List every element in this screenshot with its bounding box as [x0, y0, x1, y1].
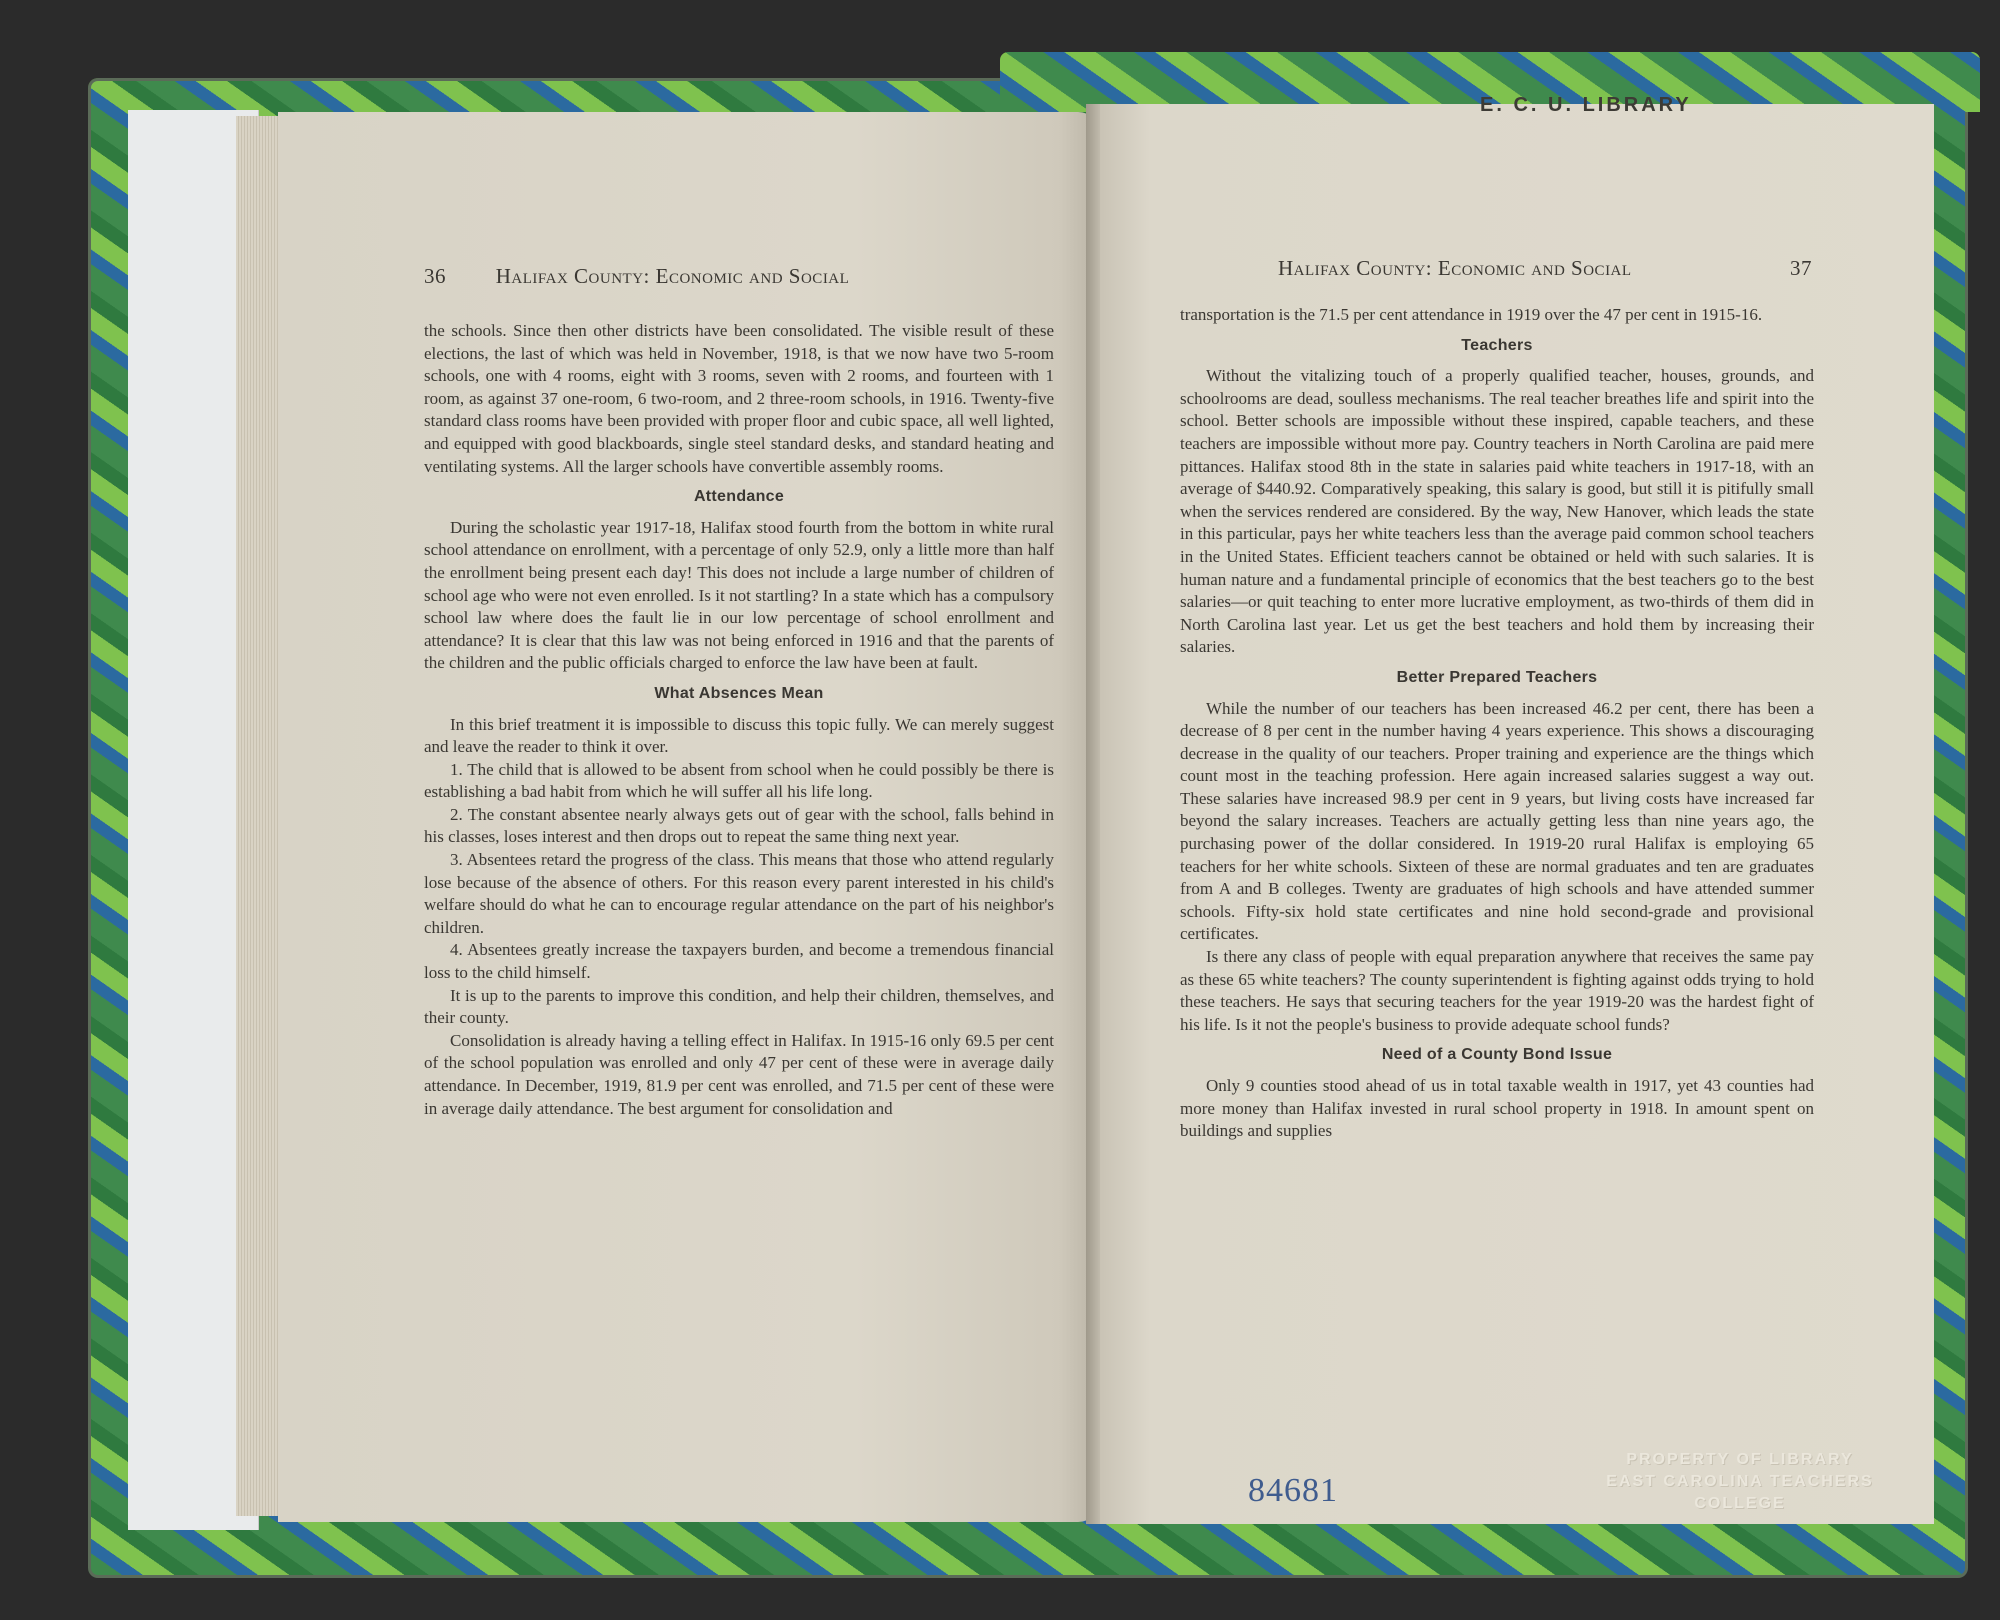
left-paragraph: 3. Absentees retard the progress of the class. This means that those who attend regularly lose because of the absence of others. For this reason every parent interested in his child's welfare should do what he can to encourage regular attendance on the part of his neighbor's children.: [424, 850, 1054, 937]
left-paragraph: Consolidation is already having a telling effect in Halifax. In 1915-16 only 69.5 per cent of the school population was enrolled and only 47 per cent of these were in average daily attendance. In December, 1919, 81.9 per cent was enrolled, and 71.5 per cent of these were in average daily attendance. The best argument for consolidation and: [424, 1030, 1054, 1118]
left-paragraph: 2. The constant absentee nearly always gets out of gear with the school, falls behind in his classes, loses interest and then drops out to repeat the same thing next year.: [424, 804, 1054, 847]
right-section-heading: Teachers: [1461, 336, 1533, 354]
left-paragraph: the schools. Since then other districts have been consolidated. The visible result of these elections, the last of which was held in November, 1918, is that we now have two 5-room schools, one with 4 rooms, eight with 3 rooms, seven with 2 rooms, and fourteen with 1 room, as against 37 one-room, 6 two-room, and 2 three-room schools, in 1916. Twenty-five standard class rooms have been provided with proper floor and cubic space, all well lighted, and equipped with good blackboards, single steel standard desks, and standard heating and ventilating systems. All the larger schools have convertible assembly rooms.: [424, 321, 1054, 476]
library-header-stamp: E. C. U. LIBRARY: [1480, 94, 1692, 116]
property-stamp: [1580, 1449, 1900, 1515]
right-paragraph: While the number of our teachers has been increased 46.2 per cent, there has been a decrease of 8 per cent in the number having 4 years experience. This shows a discouraging decrease in the quality of our teachers. Proper training and experience are the things which count most in the teaching profession. Here again increased salaries suggest a way out. These salaries have increased 98.9 per cent in 9 years, but living costs have increased far beyond the salary increases. Teachers are actually getting less than nine years ago, the purchasing power of the dollar considered. In 1919-20 rural Halifax is employing 65 teachers for her white schools. Sixteen of these are normal graduates and ten are graduates from A and B colleges. Twenty are graduates of high schools and have attended summer schools. Fifty-six hold state certificates and nine hold second-grade and provisional certificates.: [1180, 698, 1814, 944]
left-paragraph: 1. The child that is allowed to be absent from school when he could possibly be there is establishing a bad habit from which he will suffer all his life long.: [424, 759, 1054, 802]
property-stamp-line-2: EAST CAROLINA TEACHERS COLLEGE: [1606, 1473, 1874, 1512]
right-paragraph: Without the vitalizing touch of a properly qualified teacher, houses, grounds, and schoolrooms are dead, soulless mechanisms. The real teacher breathes life and spirit into the school. Better schools are impossible without these inspired, capable teachers, and these teachers are impossible without more pay. Country teachers in North Carolina are paid mere pittances. Halifax stood 8th in the state in salaries paid white teachers in 1917-18, with an average of $440.92. Comparatively speaking, this salary is good, but still it is pitifully small when the services rendered are considered. By the way, New Hanover, which leads the state in this particular, pays her white teachers less than the average paid common school teachers in the United States. Efficient teachers cannot be obtained or held with such salaries. It is human nature and a fundamental principle of economics that the best teachers go to the best salaries—or quit teaching to enter more lucrative employment, as two-thirds of them did in North Carolina last year. Let us get the best teachers and hold them by increasing their salaries.: [1180, 366, 1814, 657]
property-stamp-line-1: PROPERTY OF LIBRARY: [1626, 1451, 1854, 1468]
left-paragraph: It is up to the parents to improve this condition, and help their children, themselves, and their county.: [424, 985, 1054, 1028]
left-paragraph: 4. Absentees greatly increase the taxpayers burden, and become a tremendous financial loss to the child himself.: [424, 940, 1054, 983]
left-paragraph: During the scholastic year 1917-18, Halifax stood fourth from the bottom in white rural school attendance on enrollment, with a percentage of only 52.9, only a little more than half the enrollment being present each day! This does not include a large number of children of school age who were not even enrolled. Is it not startling? In a state which has a compulsory school law where does the fault lie in our low percentage of school enrollment and attendance? It is clear that this law was not being enforced in 1916 and that the parents of the children and the public officials charged to enforce the law have been at fault.: [424, 517, 1054, 673]
right-running-title: Halifax County: Economic and Social: [1278, 256, 1632, 280]
left-page-body: [424, 320, 1054, 1120]
right-paragraph: Only 9 counties stood ahead of us in total taxable wealth in 1917, yet 43 counties had more money than Halifax invested in rural school property in 1918. In amount spent on buildings and supplies: [1180, 1076, 1814, 1141]
left-page: [278, 112, 1100, 1522]
right-page: [1100, 94, 1934, 1524]
right-page-number: 37: [1790, 256, 1812, 280]
left-running-title: Halifax County: Economic and Social: [495, 264, 850, 288]
right-running-head: [1278, 256, 1812, 281]
left-page-number: 36: [424, 264, 446, 288]
right-paragraph: transportation is the 71.5 per cent attendance in 1919 over the 47 per cent in 1915-16.: [1180, 305, 1763, 324]
right-section-heading: Need of a County Bond Issue: [1381, 1046, 1613, 1064]
left-running-head: [424, 264, 849, 289]
right-section-heading: Better Prepared Teachers: [1396, 668, 1598, 686]
left-paragraph: In this brief treatment it is impossible to discuss this topic fully. We can merely suggest and leave the reader to think it over.: [424, 714, 1054, 757]
accession-number: 84681: [1248, 1472, 1338, 1509]
page-edges: [236, 116, 282, 1516]
left-section-heading: What Absences Mean: [654, 684, 824, 702]
right-paragraph: Is there any class of people with equal preparation anywhere that receives the same pay as these 65 white teachers? The county superintendent is fighting against odds trying to hold these teachers. He says that securing teachers for the year 1919-20 was the hardest fight of his life. Is it not the people's business to provide adequate school funds?: [1180, 947, 1814, 1034]
right-page-body: [1180, 304, 1814, 1143]
left-section-heading: Attendance: [693, 488, 785, 506]
